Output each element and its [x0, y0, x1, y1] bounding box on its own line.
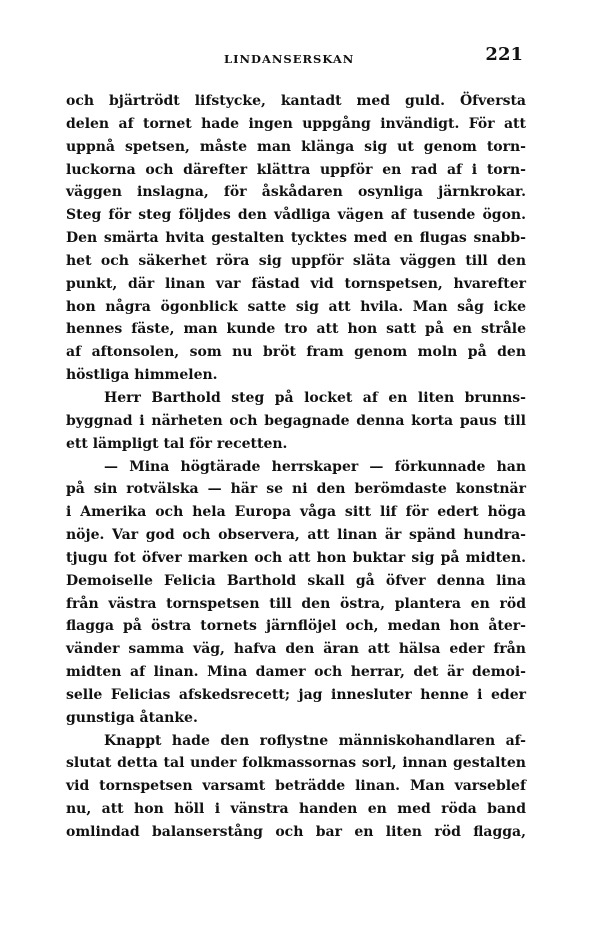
text-line: hon några ögonblick satte sig att hvila. Man såg icke — [66, 298, 526, 315]
text-line: flagga på östra tornets järnflöjel och, medan hon åter- — [66, 618, 526, 635]
text-line: delen af tornet hade ingen uppgång invändigt. För att — [66, 115, 526, 132]
text-line: och bjärtrödt lifstycke, kantadt med guld. Öfversta — [66, 93, 526, 109]
text-line: Den smärta hvita gestalten tycktes med en flugas snabb- — [66, 230, 526, 247]
text-line: höstliga himmelen. — [66, 367, 218, 384]
text-line: på sin rotvälska — här se ni den berömdaste konstnär — [66, 481, 526, 498]
text-line: midten af linan. Mina damer och herrar, det är demoi- — [66, 664, 526, 681]
text-line: het och säkerhet röra sig uppför släta väggen till den — [66, 252, 526, 269]
text-line: selle Felicias afskedsrecett; jag innesluter henne i eder — [66, 686, 526, 703]
text-line: uppnå spetsen, måste man klänga sig ut genom torn- — [66, 138, 526, 155]
text-line: tjugu fot öfver marken och att hon buktar sig på midten. — [66, 549, 526, 566]
page-number: 221 — [485, 44, 523, 65]
text-line: slutat detta tal under folkmassornas sorl, innan gestalten — [66, 755, 526, 772]
text-line: gunstiga åtanke. — [66, 709, 198, 726]
text-line: Steg för steg följdes den vådliga vägen af tusende ögon. — [66, 207, 526, 224]
text-line: från västra tornspetsen till den östra, plantera en röd — [66, 595, 526, 612]
running-head-title: LINDANSERSKAN — [224, 52, 355, 66]
body-text — [66, 90, 526, 844]
text-line: af aftonsolen, som nu bröt fram genom moln på den — [66, 344, 526, 361]
text-line: hennes fäste, man kunde tro att hon satt på en stråle — [66, 321, 526, 338]
running-head — [0, 44, 600, 68]
text-line: Demoiselle Felicia Barthold skall gå öfver denna lina — [66, 572, 526, 589]
text-line: Herr Barthold steg på locket af en liten brunns- — [104, 389, 526, 406]
text-line: nöje. Var god och observera, att linan är spänd hundra- — [66, 527, 526, 544]
text-line: vänder samma väg, hafva den äran att hälsa eder från — [66, 641, 526, 658]
text-line: Knappt hade den roflystne människohandlaren af- — [104, 732, 526, 749]
text-line: — Mina högtärade herrskaper — förkunnade han — [104, 458, 526, 475]
text-line: luckorna och därefter klättra uppför en rad af i torn- — [66, 161, 526, 178]
text-line: punkt, där linan var fästad vid tornspetsen, hvarefter — [66, 275, 526, 292]
text-line: väggen inslagna, för åskådaren osynliga järnkrokar. — [66, 184, 526, 201]
text-line: byggnad i närheten och begagnade denna korta paus till — [66, 412, 526, 429]
text-line: ett lämpligt tal för recetten. — [66, 435, 288, 452]
text-line: nu, att hon höll i vänstra handen en med röda band — [66, 801, 526, 818]
text-line: i Amerika och hela Europa våga sitt lif för edert höga — [66, 504, 526, 521]
text-line: omlindad balanserstång och bar en liten röd flagga, — [66, 824, 526, 840]
text-line: vid tornspetsen varsamt beträdde linan. Man varseblef — [66, 778, 526, 795]
